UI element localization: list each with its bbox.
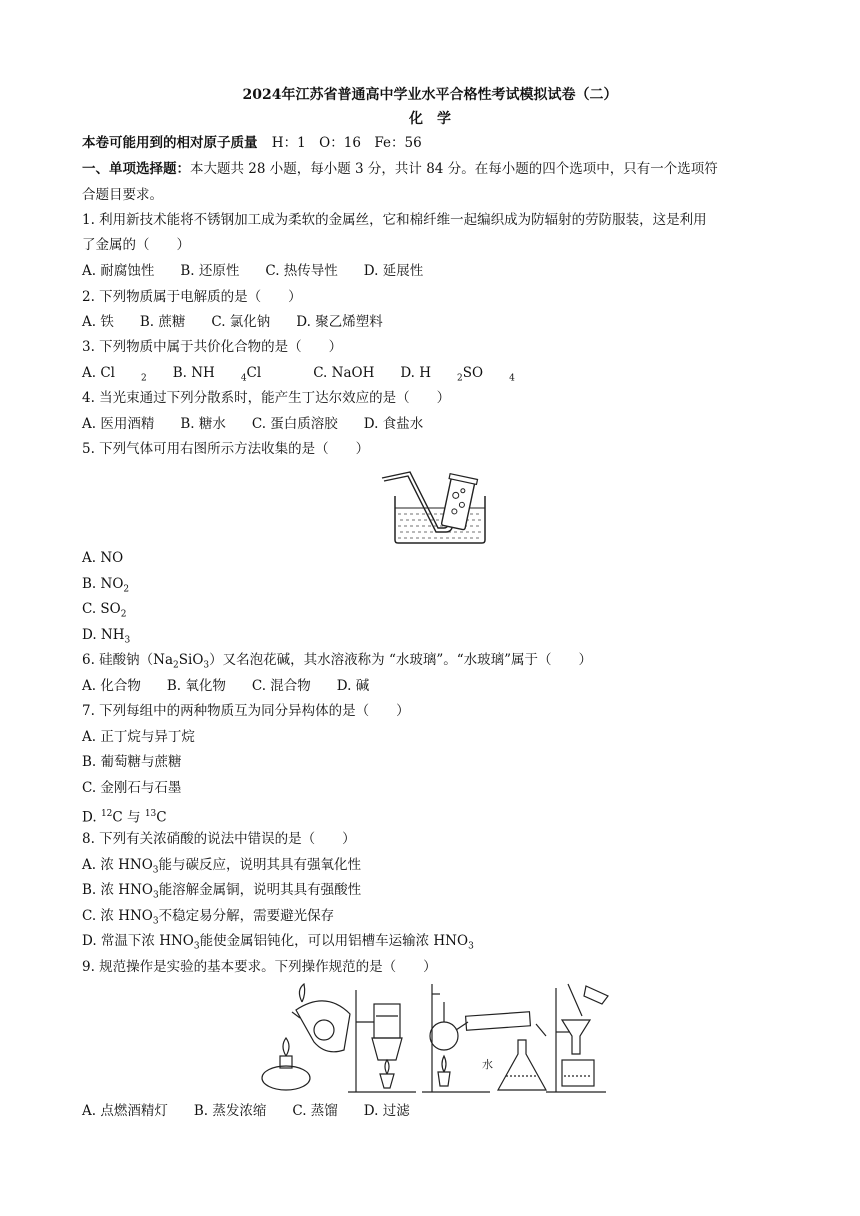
q7-stem: 7. 下列每组中的两种物质互为同分异构体的是（ ） bbox=[82, 703, 410, 719]
q8-option-d: D. 常温下浓 $HNO_3$能使金属铝钝化，可以用铝槽车运输浓 $HNO_3$ bbox=[82, 933, 474, 952]
atomic-mass-values: H：1 O：16 Fe：56 bbox=[271, 135, 422, 151]
q8-option-a: A. 浓 $HNO_3$能与碳反应，说明其具有强氧化性 bbox=[82, 857, 362, 876]
q7-option-c: C. 金刚石与石墨 bbox=[82, 780, 182, 796]
q2-option-c: C. 氯化钠 bbox=[211, 314, 271, 330]
q6-option-c: C. 混合物 bbox=[251, 678, 311, 694]
q2-option-d: D. 聚乙烯塑料 bbox=[296, 314, 383, 330]
q3-options bbox=[82, 364, 541, 388]
q9-stem: 9. 规范操作是实验的基本要求。下列操作规范的是（ ） bbox=[82, 959, 437, 975]
q8-option-b: B. 浓 $HNO_3$能溶解金属铜，说明其具有强酸性 bbox=[82, 882, 362, 901]
q1-option-b: B. 还原性 bbox=[180, 263, 240, 279]
q4-options bbox=[82, 415, 449, 433]
q4-option-d: D. 食盐水 bbox=[363, 416, 424, 432]
atomic-mass-line bbox=[82, 134, 422, 152]
q4-option-b: B. 糖水 bbox=[180, 416, 226, 432]
q7-option-b: B. 葡萄糖与蔗糖 bbox=[82, 754, 182, 770]
q1-option-c: C. 热传导性 bbox=[265, 263, 338, 279]
q6-option-b: B. 氧化物 bbox=[166, 678, 226, 694]
gas-collection-figure bbox=[380, 462, 492, 546]
q5-option-c: C. $SO_2$ bbox=[82, 601, 127, 620]
q4-option-c: C. 蛋白质溶胶 bbox=[251, 416, 338, 432]
exam-title: 2024年江苏省普通高中学业水平合格性考试模拟试卷（二） bbox=[242, 87, 618, 103]
evaporation-stand-illustration bbox=[348, 990, 416, 1092]
q1-stem: 1. 利用新技术能将不锈钢加工成为柔软的金属丝，它和棉纤维一起编织成为防辐射的劳防服装，这是利用 bbox=[82, 212, 707, 228]
q8-stem: 8. 下列有关浓硝酸的说法中错误的是（ ） bbox=[82, 831, 356, 847]
q3-option-c: C. NaOH bbox=[313, 365, 375, 381]
q5-stem: 5. 下列气体可用右图所示方法收集的是（ ） bbox=[82, 441, 370, 457]
q9-option-c: C. 蒸馏 bbox=[292, 1103, 338, 1119]
q1-stem-2: 了金属的（ ） bbox=[82, 237, 190, 253]
q6-option-d: D. 碱 bbox=[336, 678, 370, 694]
section-heading: 一、单项选择题： bbox=[82, 161, 190, 177]
q5-option-a: A. NO bbox=[82, 550, 124, 566]
q1-option-a: A. 耐腐蚀性 bbox=[82, 263, 155, 279]
q7-option-d: D. $^{12}$C 与 $^{13}$C bbox=[82, 809, 167, 826]
q3-option-b: B. NH $_4$Cl bbox=[172, 365, 262, 384]
q2-option-a: A. 铁 bbox=[82, 314, 114, 330]
lab-operations-figure bbox=[256, 980, 616, 1098]
q1-option-d: D. 延展性 bbox=[363, 263, 424, 279]
q5-option-b: B. $NO_2$ bbox=[82, 576, 130, 595]
section-instruction-2: 合题目要求。 bbox=[82, 187, 163, 203]
q7-option-a: A. 正丁烷与异丁烷 bbox=[82, 729, 195, 745]
section-instruction-text: 本大题共 28 小题，每小题 3 分，共计 84 分。在每小题的四个选项中，只有一个选项符 bbox=[190, 161, 718, 177]
receiving-flask-illustration bbox=[498, 1040, 546, 1090]
water-label: 水 bbox=[482, 1059, 493, 1071]
q8-option-c: C. 浓 $HNO_3$不稳定易分解，需要避光保存 bbox=[82, 908, 335, 927]
subject-title: 化 学 bbox=[409, 111, 451, 127]
q5-option-d: D. $NH_3$ bbox=[82, 627, 131, 646]
q1-options bbox=[82, 262, 449, 280]
q4-option-a: A. 医用酒精 bbox=[82, 416, 155, 432]
q4-stem: 4. 当光束通过下列分散系时，能产生丁达尔效应的是（ ） bbox=[82, 390, 451, 406]
q3-stem: 3. 下列物质中属于共价化合物的是（ ） bbox=[82, 339, 343, 355]
q3-option-d: D. H $_2$SO $_4$ bbox=[400, 365, 515, 384]
filtration-illustration bbox=[546, 984, 608, 1092]
q9-option-a: A. 点燃酒精灯 bbox=[82, 1103, 168, 1119]
q6-option-a: A. 化合物 bbox=[82, 678, 141, 694]
q2-options bbox=[82, 313, 409, 331]
alcohol-lamps-illustration bbox=[262, 984, 350, 1090]
section-instruction bbox=[82, 160, 718, 178]
q9-option-d: D. 过滤 bbox=[363, 1103, 410, 1119]
q2-stem: 2. 下列物质属于电解质的是（ ） bbox=[82, 289, 302, 305]
q6-options bbox=[82, 677, 395, 695]
q9-options bbox=[82, 1102, 436, 1120]
q3-option-a: A. Cl $_2$ bbox=[82, 365, 147, 384]
atomic-mass-label: 本卷可能用到的相对原子质量 bbox=[82, 135, 258, 151]
q9-option-b: B. 蒸发浓缩 bbox=[193, 1103, 267, 1119]
q6-stem: 6. 硅酸钠$(Na_2SiO_3)$又名泡花碱，其水溶液称为 “水玻璃”。“水玻璃”属于（ ） bbox=[82, 652, 593, 671]
q2-option-b: B. 蔗糖 bbox=[139, 314, 186, 330]
